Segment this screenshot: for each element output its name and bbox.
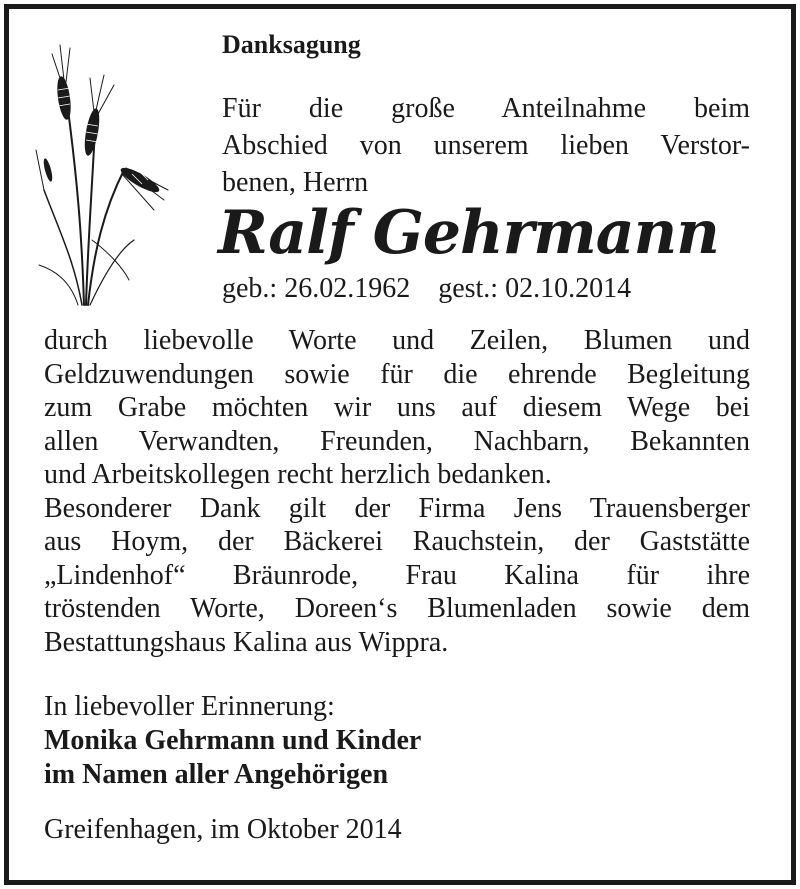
intro-line: Für die große Anteilnahme beim	[222, 93, 750, 124]
body-line: und Arbeitskollegen recht herzlich bedanken.	[44, 459, 552, 490]
remembrance-line: In liebevoller Erinnerung:	[44, 691, 335, 722]
body-line: zum Grabe möchten wir uns auf diesem Wege bei	[44, 392, 750, 423]
closing-block	[44, 690, 421, 792]
deceased-name: Ralf Gehrmann	[218, 198, 719, 268]
signers-line: Monika Gehrmann und Kinder	[44, 725, 422, 756]
intro-text	[222, 90, 750, 201]
body-line: durch liebevolle Worte und Zeilen, Blumen und	[44, 325, 750, 356]
intro-line: benen, Herrn	[222, 167, 369, 198]
body-line: aus Hoym, der Bäckerei Rauchstein, der Gaststätte	[44, 526, 750, 557]
life-dates: geb.: 26.02.1962 gest.: 02.10.2014	[222, 273, 632, 304]
body-line: Geldzuwendungen sowie für die ehrende Begleitung	[44, 358, 750, 390]
body-line: Besonderer Dank gilt der Firma Jens Trauensberger	[44, 492, 750, 524]
wheat-ears-icon	[34, 40, 174, 310]
body-line: „Lindenhof“ Bräunrode, Frau Kalina für ihre	[44, 559, 750, 591]
body-line: allen Verwandten, Freunden, Nachbarn, Bekannten	[44, 425, 750, 457]
place-date: Greifenhagen, im Oktober 2014	[44, 814, 402, 845]
body-line: tröstenden Worte, Doreen‘s Blumenladen sowie dem	[44, 593, 750, 624]
signers-line: im Namen aller Angehörigen	[44, 759, 389, 790]
heading: Danksagung	[222, 30, 361, 59]
body-line: Bestattungshaus Kalina aus Wippra.	[44, 626, 449, 658]
body-text	[44, 324, 750, 659]
intro-line: Abschied von unserem lieben Verstor-	[222, 130, 750, 161]
